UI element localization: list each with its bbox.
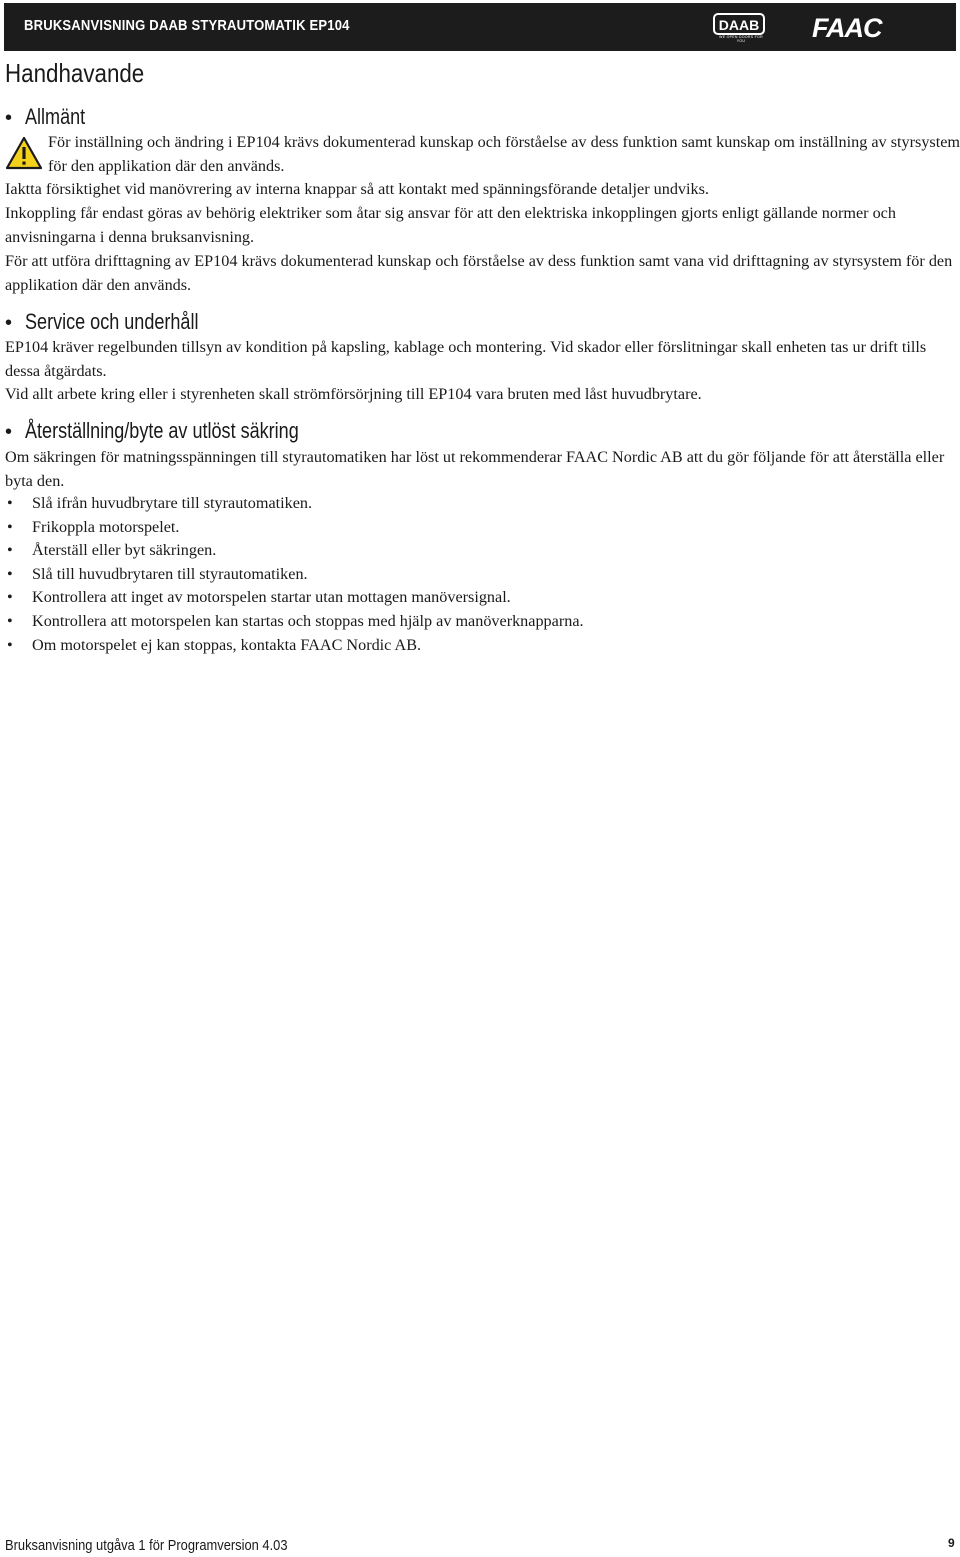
- page-title: Handhavande: [5, 58, 145, 88]
- section-heading-allmant: • Allmänt: [5, 104, 86, 129]
- bullet-icon: •: [7, 541, 13, 560]
- list-item: • Kontrollera att motorspelen kan startas och stoppas med hjälp av manöverknapparna.: [5, 610, 584, 634]
- footer-edition: Bruksanvisning utgåva 1 för Programversion 4.03: [5, 1537, 288, 1554]
- list-item: • Kontrollera att inget av motorspelen startar utan mottagen manöversignal.: [5, 586, 584, 610]
- bullet-icon: •: [7, 635, 13, 654]
- bullet-icon: •: [5, 312, 13, 334]
- list-item: • Återställ eller byt säkringen.: [5, 539, 584, 563]
- list-item: • Slå till huvudbrytaren till styrautomatiken.: [5, 563, 584, 587]
- warning-triangle-icon: [5, 136, 43, 170]
- page-number: 9: [948, 1536, 955, 1550]
- daab-logo-subtitle: WE OPEN DOORS FOR YOU: [719, 35, 763, 43]
- document-title: BRUKSANVISNING DAAB STYRAUTOMATIK EP104: [24, 18, 350, 34]
- bullet-icon: •: [5, 107, 13, 129]
- list-item: • Om motorspelet ej kan stoppas, kontakta FAAC Nordic AB.: [5, 634, 584, 658]
- faac-logo-icon: [810, 14, 928, 42]
- bullet-icon: •: [7, 517, 13, 536]
- bullet-icon: •: [7, 494, 13, 512]
- warning-text: För inställning och ändring i EP104 krävs dokumenterad kunskap och förståelse av dess funktion samt kunskap om inställning av styrsystem för den applikation där den används.: [48, 133, 960, 175]
- svg-text:FAAC: FAAC: [812, 14, 882, 42]
- page-header: [4, 3, 956, 51]
- bullet-icon: •: [7, 564, 13, 583]
- paragraph: Om säkringen för matningsspänningen till styrautomatiken har löst ut rekommenderar FAAC Nordic AB att du gör följande för att återställa eller byta den.: [5, 448, 945, 490]
- paragraph: Inkoppling får endast göras av behörig elektriker som åtar sig ansvar för att den elektriska inkopplingen gjorts enligt gällande normer och anvisningarna i denna bruksanvisning.: [5, 204, 896, 246]
- list-item: • Slå ifrån huvudbrytare till styrautomatiken.: [5, 492, 584, 516]
- bullet-icon: •: [5, 421, 13, 443]
- section-heading-aterstallning: • Återställning/byte av utlöst säkring: [5, 418, 299, 443]
- paragraph: Iaktta försiktighet vid manövrering av interna knappar så att kontakt med spänningsförande detaljer undviks.: [5, 180, 709, 198]
- paragraph: För att utföra drifttagning av EP104 krävs dokumenterad kunskap och förståelse av dess funktion samt vana vid drifttagning av styrsystem för den applikation där den används.: [5, 252, 953, 294]
- paragraph: EP104 kräver regelbunden tillsyn av kondition på kapsling, kablage och montering. Vid skador eller förslitningar skall enheten tas ur drift tills dessa åtgärdats.: [5, 338, 927, 380]
- steps-list: [5, 492, 584, 657]
- section-heading-service: • Service och underhåll: [5, 309, 199, 334]
- svg-text:DAAB: DAAB: [718, 17, 760, 33]
- list-item: • Frikoppla motorspelet.: [5, 516, 584, 540]
- paragraph: Vid allt arbete kring eller i styrenheten skall strömförsörjning till EP104 vara bruten med låst huvudbrytare.: [5, 385, 702, 403]
- bullet-icon: •: [7, 588, 13, 607]
- bullet-icon: •: [7, 611, 13, 630]
